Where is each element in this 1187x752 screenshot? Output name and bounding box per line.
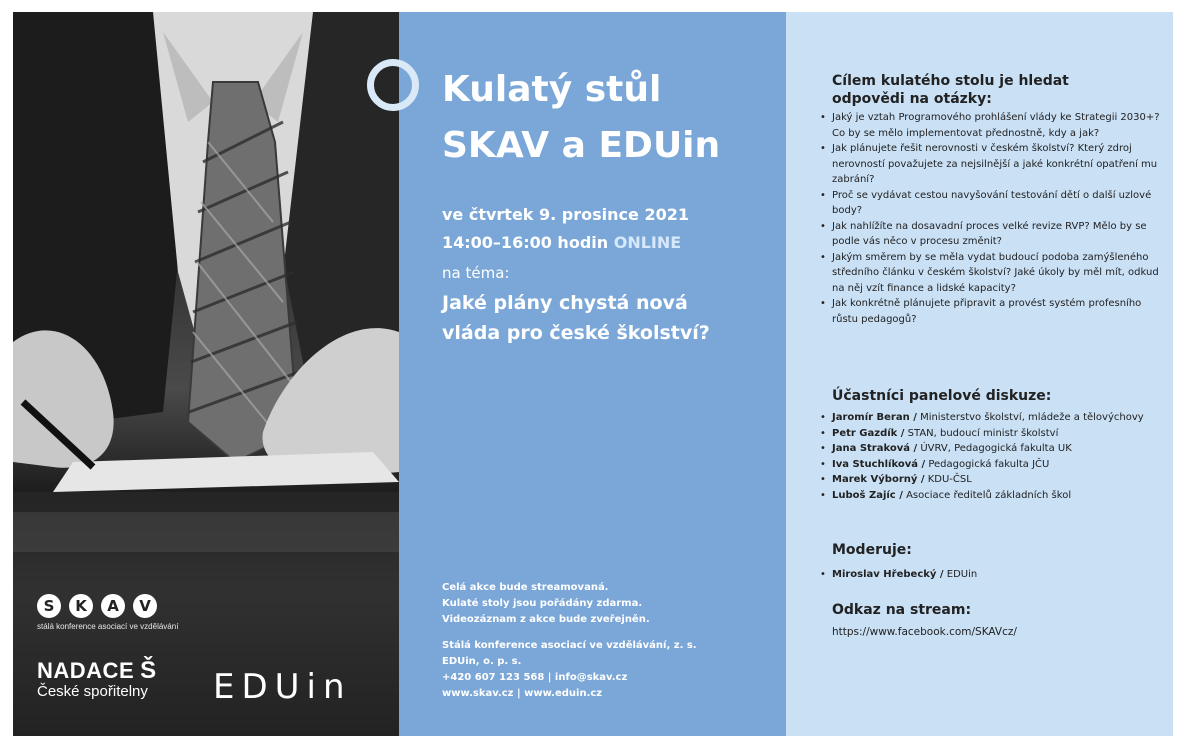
event-title [442, 62, 720, 174]
panelist-name: Iva Stuchlíková / [832, 458, 926, 470]
footer-line: Celá akce bude streamovaná. [442, 582, 609, 593]
list-item [818, 488, 1168, 504]
skav-letter: V [133, 594, 157, 618]
nadace-subtitle: České spořitelny [37, 683, 148, 700]
list-item: • Jak konkrétně plánujete připravit a provést systém profesního růstu pedagogů? [818, 296, 1168, 327]
list-item: • Jaký je vztah Programového prohlášení vlády ke Strategii 2030+? Co by se mělo implementovat přednostně, kdy a jak? [818, 110, 1168, 141]
topic-label: na téma: [442, 264, 510, 282]
event-footer [442, 580, 697, 702]
event-topic [442, 288, 710, 348]
stream-title: Odkaz na stream: [832, 602, 972, 618]
event-time: 14:00–16:00 hodin [442, 233, 609, 252]
skav-subtitle: stálá konference asociací ve vzdělávání [37, 622, 179, 631]
questions-list [818, 110, 1168, 327]
organizer-line: Stálá konference asociací ve vzdělávání, z. s. [442, 640, 697, 651]
list-item [818, 410, 1168, 426]
list-item [818, 567, 977, 582]
panelist-role: STAN, budoucí ministr školství [907, 427, 1059, 439]
panelist-name: Petr Gazdík / [832, 427, 905, 439]
list-item: • Jakým směrem by se měla vydat budoucí podoba zamýšleného středního článku v českém školství? Jaké úkoly by měl mít, odkud na něj vzít finance a lidské kapacity? [818, 250, 1168, 297]
questions-title: Cílem kulatého stolu je hledat odpovědi na otázky: [832, 73, 1069, 107]
skav-logo [37, 594, 197, 636]
nadace-title: NADACE [37, 658, 135, 683]
skav-letter: A [101, 594, 125, 618]
panelist-role: Pedagogická fakulta JČU [928, 458, 1050, 470]
nadace-symbol: Š [140, 657, 157, 684]
panel-title: Účastníci panelové diskuze: [832, 388, 1052, 404]
photo-panel [13, 12, 399, 736]
ring-icon [367, 59, 419, 111]
panelist-role: Asociace ředitelů základních škol [906, 489, 1072, 501]
organizer-line: EDUin, o. p. s. [442, 656, 522, 667]
title-line: Kulatý stůl [442, 69, 662, 110]
panelist-name: Jana Straková / [832, 443, 918, 454]
moderator-role: EDUin [946, 569, 978, 580]
footer-line: Videozáznam z akce bude zveřejněn. [442, 614, 650, 625]
event-date: ve čtvrtek 9. prosince 2021 [442, 205, 689, 224]
footer-line: Kulaté stoly jsou pořádány zdarma. [442, 598, 643, 609]
online-badge: ONLINE [613, 233, 682, 252]
panelist-role: Ministerstvo školství, mládeže a tělovýchovy [920, 412, 1144, 423]
list-item [818, 472, 1168, 488]
invitation-poster [13, 12, 1173, 736]
list-item [818, 457, 1168, 473]
contact-line: +420 607 123 568 | info@skav.cz [442, 672, 628, 683]
skav-letter: S [37, 594, 61, 618]
list-item: • Jak plánujete řešit nerovnosti v českém školství? Který zdroj nerovností považujete za nejsilnější a jaké konkrétní opatření mu zabrání? [818, 141, 1168, 188]
panelist-role: ÚVRV, Pedagogická fakulta UK [920, 443, 1072, 454]
panelist-role: KDU-ČSL [927, 474, 972, 485]
panelist-name: Luboš Zajíc / [832, 489, 903, 501]
event-panel [399, 12, 786, 736]
moderator-name: Miroslav Hřebecký / [832, 569, 944, 580]
nadace-logo [37, 657, 157, 700]
moderator-list [818, 567, 977, 582]
topic-line: vláda pro české školství? [442, 322, 710, 344]
list-item [818, 441, 1168, 457]
title-line: SKAV a EDUin [442, 125, 721, 166]
list-item [818, 426, 1168, 442]
event-datetime [442, 201, 689, 257]
panelist-name: Jaromír Beran / [832, 412, 917, 423]
topic-line: Jaké plány chystá nová [442, 292, 688, 314]
list-item: • Jak nahlížíte na dosavadní proces velké revize RVP? Mělo by se podle vás něco v procesu změnit? [818, 219, 1168, 250]
moderator-title: Moderuje: [832, 542, 912, 558]
skav-letter: K [69, 594, 93, 618]
list-item: • Proč se vydávat cestou navyšování testování dětí o další uzlové body? [818, 188, 1168, 219]
panelist-name: Marek Výborný / [832, 474, 925, 485]
web-links: www.skav.cz | www.eduin.cz [442, 688, 603, 699]
details-panel [786, 12, 1173, 736]
stream-link[interactable]: https://www.facebook.com/SKAVcz/ [832, 626, 1017, 638]
eduin-logo: EDUin [213, 667, 352, 707]
panelists-list [818, 410, 1168, 503]
